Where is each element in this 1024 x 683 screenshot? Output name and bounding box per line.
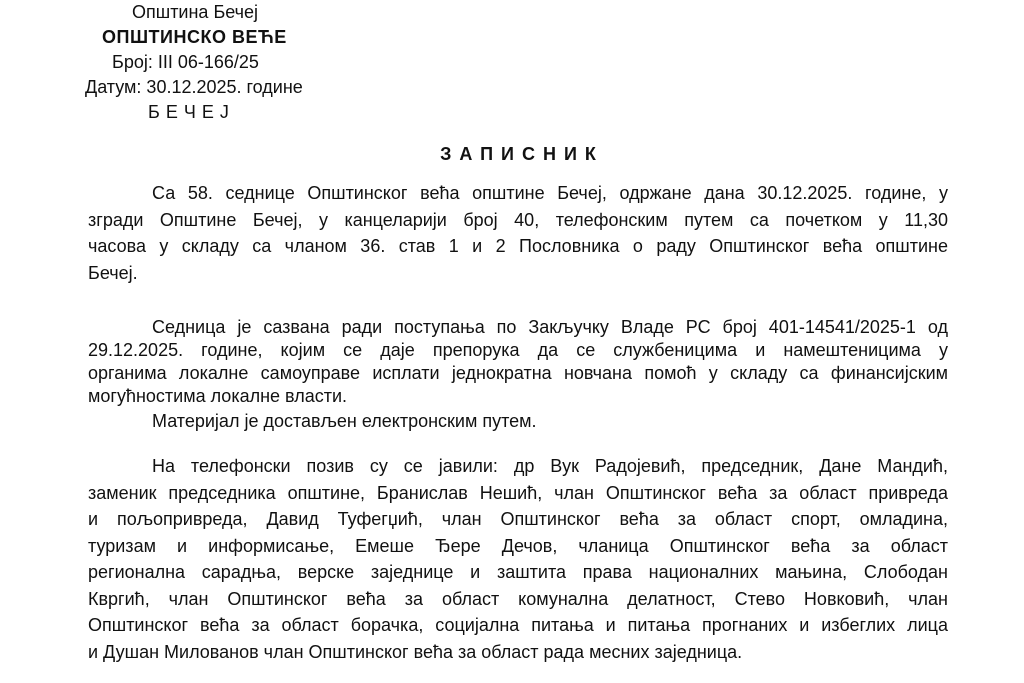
paragraph-line: регионална сарадња, верске заједнице и заштита права националних мањина, Слободан [88, 562, 948, 582]
paragraph-line: На телефонски позив су се јавили: др Вук Радојевић, председник, Дане Мандић, [152, 456, 948, 476]
paragraph-line: Општинског већа за област борачка, социјална питања и питања прогнаних и избеглих лица [88, 615, 948, 635]
document-title: ЗАПИСНИК [440, 144, 604, 164]
paragraph-line: заменик председника општине, Бранислав Нешић, члан Општинског већа за област привреда [88, 482, 948, 503]
document-number: Број: III 06-166/25 [112, 52, 259, 72]
paragraph-session-info [88, 180, 948, 286]
paragraph-line: Материјал је достављен електронским путем. [152, 411, 537, 431]
paragraph-line: и пољопривреда, Давид Туфегџић, члан Општинског већа за област спорт, омладина, [88, 509, 948, 529]
paragraph-line: и Душан Милованов члан Општинског већа за област рада месних заједница. [88, 641, 743, 662]
paragraph-line: могућностима локалне власти. [88, 386, 348, 406]
paragraph-line: органима локалне самоуправе исплати једнократна новчана помоћ у складу са финансијским [88, 363, 948, 383]
paragraph-line: Квргић, члан Општинског већа за област комунална делатност, Стево Новковић, члан [88, 588, 948, 609]
paragraph-line: згради Општине Бечеј, у канцеларији број 40, телефонским путем са почетком у 11,30 [88, 209, 948, 230]
document-date: Датум: 30.12.2025. године [85, 77, 303, 97]
paragraph-convocation [88, 316, 948, 408]
paragraph-line: 29.12.2025. године, којим се даје препорука да се службеницима и намештеницима у [88, 340, 948, 360]
council-name: ОПШТИНСКО ВЕЋЕ [102, 27, 287, 47]
city-name: БЕЧЕЈ [148, 102, 235, 122]
paragraph-line: часова у складу са чланом 36. став 1 и 2 Пословника о раду Општинског већа општине [88, 236, 948, 256]
paragraph-line: туризам и информисање, Емеше Ђере Дечов, чланица Општинског већа за област [88, 535, 948, 556]
paragraph-line: Бечеј. [88, 262, 138, 283]
paragraph-line: Седница је сазвана ради поступања по Закључку Владе РС број 401-14541/2025-1 од [152, 317, 948, 337]
municipality-name: Општина Бечеј [132, 2, 259, 22]
paragraph-material [88, 408, 948, 435]
document-header [78, 0, 398, 125]
paragraph-attendees [88, 453, 948, 665]
paragraph-line: Са 58. седнице Општинског већа општине Бечеј, одржане дана 30.12.2025. године, у [152, 183, 948, 203]
